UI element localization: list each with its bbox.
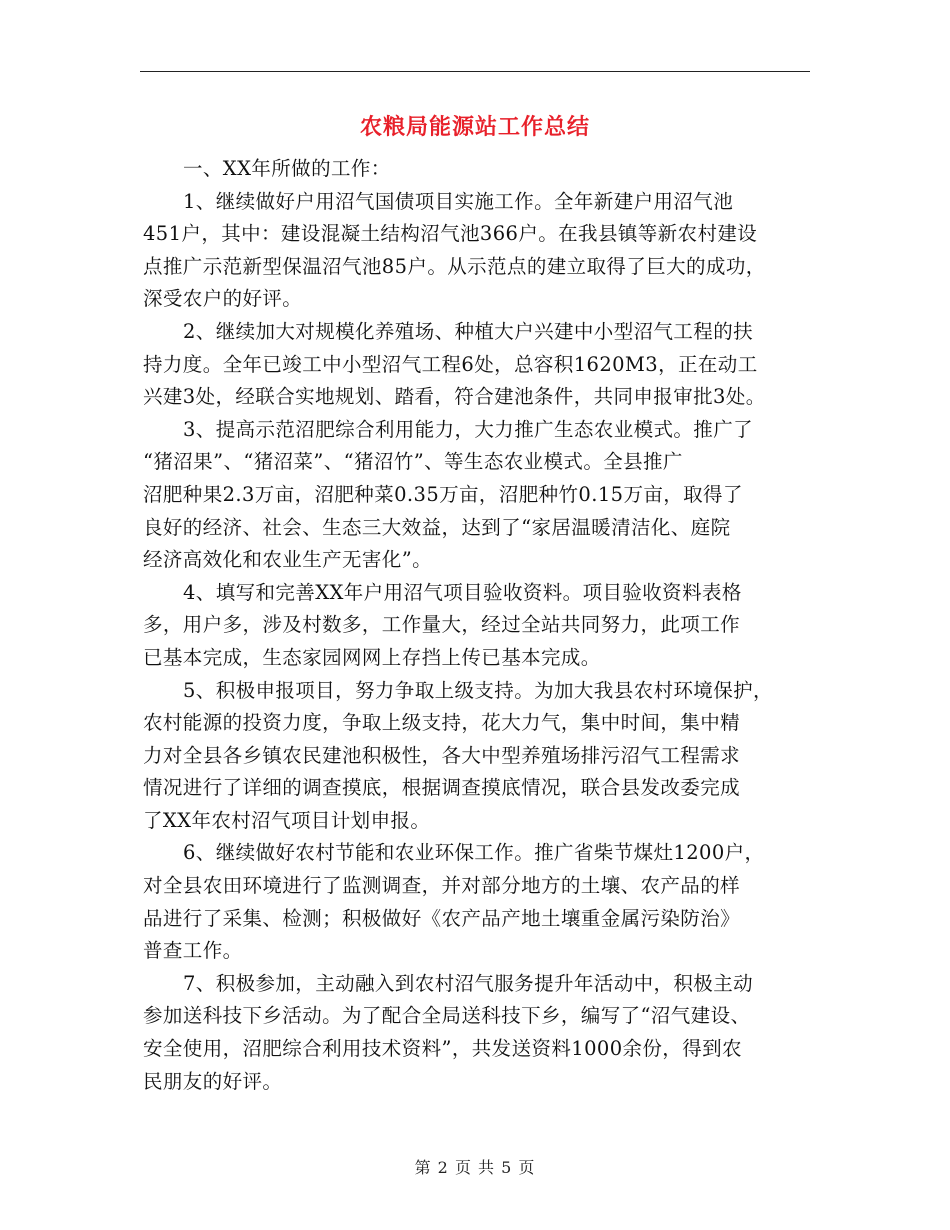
text-line: 参加送科技下乡活动。为了配合全局送科技下乡，编写了“沼气建设、	[143, 1004, 751, 1028]
text-line: 451户，其中：建设混凝土结构沼气池366户。在我县镇等新农村建设	[143, 222, 758, 246]
text-line: 一、XX年所做的工作：	[183, 157, 391, 180]
text-line: 力对全县各乡镇农民建池积极性，各大中型养殖场排污沼气工程需求	[143, 743, 741, 767]
document-title: 农粮局能源站工作总结	[359, 115, 590, 140]
header-rule	[140, 71, 810, 72]
text-line: 多，用户多，涉及村数多，工作量大，经过全站共同努力，此项工作	[143, 613, 741, 637]
text-line: 持力度。全年已竣工中小型沼气工程6处，总容积1620M3，正在动工	[143, 352, 758, 376]
text-line: 2、继续加大对规模化养殖场、种植大户兴建中小型沼气工程的扶	[183, 319, 754, 343]
text-line: 普查工作。	[143, 939, 243, 963]
text-line: 3、提高示范沼肥综合利用能力，大力推广生态农业模式。推广了	[183, 417, 754, 441]
text-line: 7、积极参加，主动融入到农村沼气服务提升年活动中，积极主动	[183, 971, 754, 995]
text-line: “猪沼果”、“猪沼菜”、“猪沼竹”、等生态农业模式。全县推广	[143, 450, 683, 474]
text-line: 1、继续做好户用沼气国债项目实施工作。全年新建户用沼气池	[183, 189, 734, 213]
text-line: 民朋友的好评。	[143, 1069, 283, 1093]
text-line: 情况进行了详细的调查摸底，根据调查摸底情况，联合县发改委完成	[143, 776, 741, 800]
text-line: 品进行了采集、检测；积极做好《农产品产地土壤重金属污染防治》	[143, 906, 741, 930]
text-line: 沼肥种果2.3万亩，沼肥种菜0.35万亩，沼肥种竹0.15万亩，取得了	[143, 482, 743, 506]
text-line: 经济高效化和农业生产无害化”。	[143, 548, 432, 572]
text-line: 6、继续做好农村节能和农业环保工作。推广省柴节煤灶1200户，	[183, 841, 765, 865]
page-number-footer: 第 2 页 共 5 页	[414, 1158, 536, 1177]
text-line: 对全县农田环境进行了监测调查，并对部分地方的土壤、农产品的样	[143, 874, 741, 898]
document-body	[143, 153, 823, 1098]
text-line: 点推广示范新型保温沼气池85户。从示范点的建立取得了巨大的成功，	[143, 254, 766, 278]
text-line: 良好的经济、社会、生态三大效益，达到了“家居温暖清洁化、庭院	[143, 515, 731, 539]
text-line: 了XX年农村沼气项目计划申报。	[143, 808, 431, 832]
text-line: 已基本完成，生态家园网网上存挡上传已基本完成。	[143, 645, 601, 669]
text-line: 5、积极申报项目，努力争取上级支持。为加大我县农村环境保护，	[183, 678, 773, 702]
text-line: 兴建3处，经联合实地规划、踏看，符合建池条件，共同申报审批3处。	[143, 385, 766, 409]
text-line: 深受农户的好评。	[143, 287, 303, 311]
text-line: 安全使用，沼肥综合利用技术资料”，共发送资料1000余份，得到农	[143, 1037, 742, 1061]
text-line: 4、填写和完善XX年户用沼气项目验收资料。项目验收资料表格	[183, 580, 742, 604]
text-line: 农村能源的投资力度，争取上级支持，花大力气，集中时间，集中精	[143, 711, 741, 735]
